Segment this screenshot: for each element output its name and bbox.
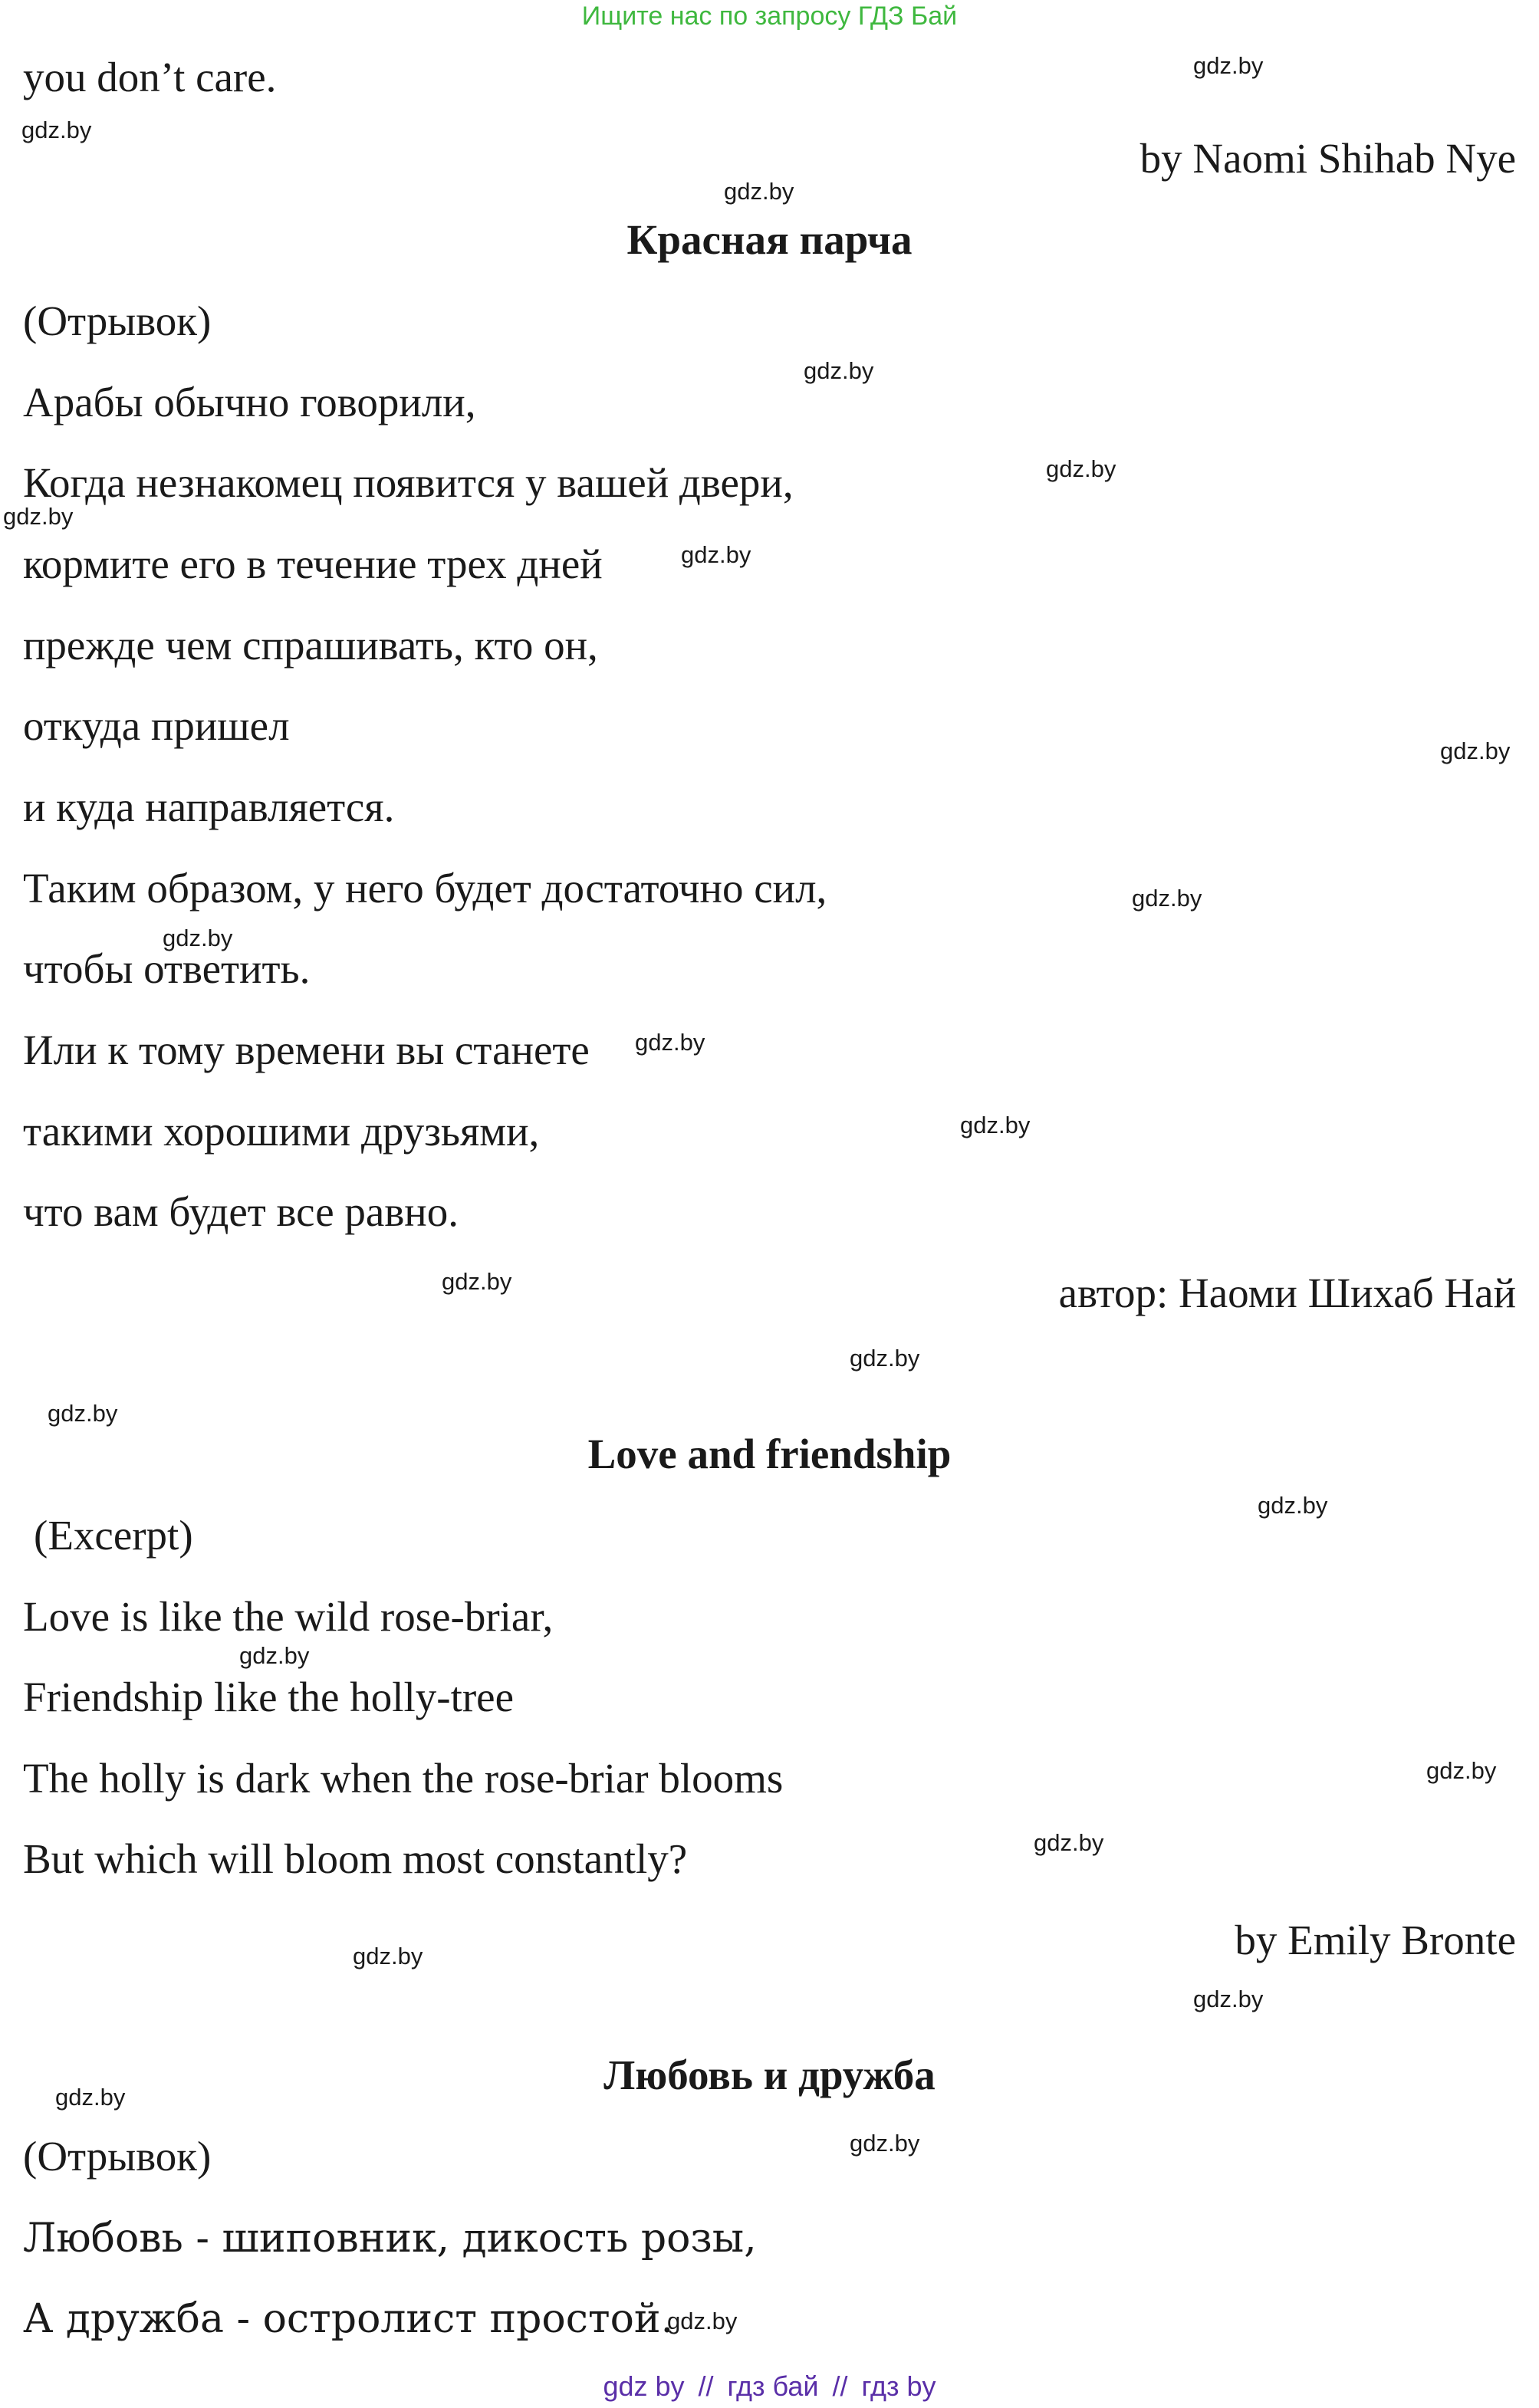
watermark: gdz.by (1440, 738, 1511, 764)
poem-line: чтобы ответить. (23, 945, 311, 992)
poem-line: Любовь - шиповник, дикость розы, (23, 2216, 757, 2262)
watermark: gdz.by (163, 925, 233, 951)
poem-line: Когда незнакомец появится у вашей двери, (23, 459, 794, 506)
poem-line: прежде чем спрашивать, кто он, (23, 622, 598, 669)
poem-line: Или к тому времени вы станете (23, 1027, 590, 1073)
poem-line: Арабы обычно говорили, (23, 379, 476, 425)
poem-line: you don’t care. (23, 54, 277, 100)
poem-note: (Отрывок) (23, 297, 212, 344)
watermark: gdz.by (804, 357, 874, 384)
watermark: gdz.by (1193, 52, 1264, 79)
watermark: gdz.by (681, 541, 751, 568)
watermark: gdz.by (239, 1642, 310, 1669)
watermark: gdz.by (1034, 1829, 1104, 1856)
poem-line: откуда пришел (23, 702, 290, 749)
watermark: gdz.by (21, 117, 92, 143)
poem-note: (Отрывок) (23, 2133, 212, 2180)
watermark: gdz.by (3, 503, 74, 530)
watermark: gdz.by (724, 178, 794, 205)
watermark: gdz.by (850, 1345, 920, 1372)
watermark: gdz.by (635, 1029, 705, 1056)
footer-separator: // (832, 2370, 848, 2402)
poem-line: The holly is dark when the rose-briar blooms (23, 1755, 784, 1802)
poem-line: такими хорошими друзьями, (23, 1108, 540, 1155)
poem-author: by Naomi Shihab Nye (1139, 135, 1516, 182)
poem-title: Любовь и дружба (603, 2052, 936, 2098)
watermark: gdz.by (1193, 1986, 1264, 2012)
poem-line: и куда направляется. (23, 784, 395, 830)
watermark: gdz.by (442, 1268, 512, 1295)
poem-line: кормите его в течение трех дней (23, 540, 603, 587)
watermark: gdz.by (55, 2084, 126, 2111)
poem-author: by Emily Bronte (1235, 1917, 1516, 1963)
watermark: gdz.by (48, 1400, 118, 1427)
footer-link[interactable]: gdz by (603, 2370, 685, 2402)
poem-title: Красная парча (626, 216, 913, 263)
search-banner: Ищите нас по запросу ГДЗ Бай (581, 2, 958, 31)
poem-line: А дружба - остролист простой. (23, 2296, 674, 2342)
watermark: gdz.by (1258, 1492, 1328, 1519)
footer-link[interactable]: гдз бай (727, 2370, 819, 2402)
poem-title: Love and friendship (587, 1431, 952, 1477)
poem-line: что вам будет все равно. (23, 1188, 459, 1235)
watermark: gdz.by (667, 2308, 738, 2334)
poem-note: (Excerpt) (34, 1512, 193, 1559)
footer-separator: // (698, 2370, 714, 2402)
poem-line: Таким образом, у него будет достаточно сил, (23, 865, 827, 912)
watermark: gdz.by (850, 2130, 920, 2157)
watermark: gdz.by (960, 1112, 1031, 1138)
poem-line: But which will bloom most constantly? (23, 1835, 688, 1882)
poem-line: Love is like the wild rose-briar, (23, 1593, 554, 1640)
watermark: gdz.by (353, 1943, 423, 1969)
watermark: gdz.by (1046, 455, 1116, 482)
poem-author: автор: Наоми Шихаб Най (1058, 1270, 1516, 1316)
poem-line: Friendship like the holly-tree (23, 1674, 514, 1720)
watermark: gdz.by (1132, 885, 1202, 912)
watermark: gdz.by (1426, 1757, 1497, 1784)
footer-links (0, 2370, 1539, 2403)
footer-link[interactable]: гдз by (861, 2370, 936, 2402)
